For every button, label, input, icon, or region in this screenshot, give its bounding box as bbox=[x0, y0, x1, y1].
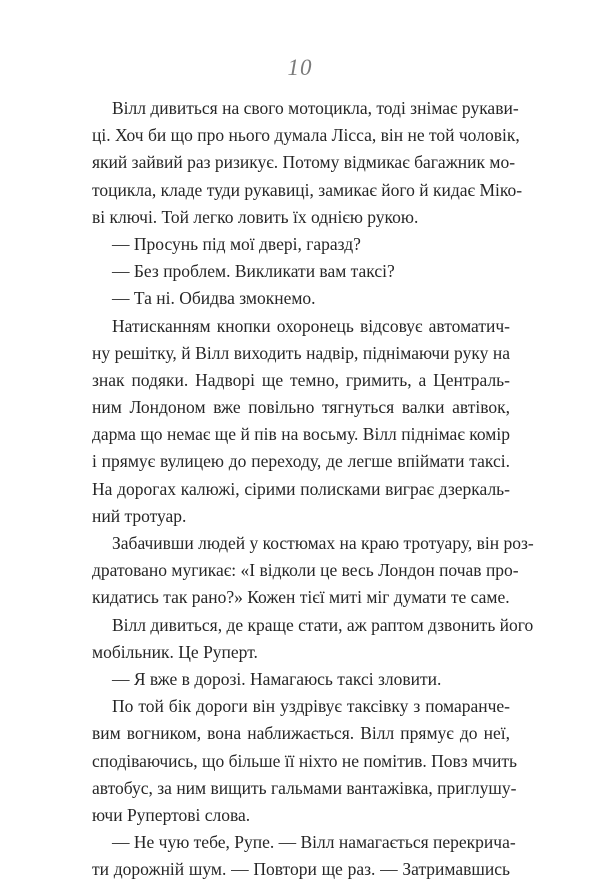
text-line: і прямує вулицею до переходу, де легше впіймати таксі. bbox=[92, 451, 510, 472]
text-line: дратовано мугикає: «І відколи це весь Лондон почав про- bbox=[92, 560, 519, 581]
text-line: мобільник. Це Руперт. bbox=[92, 641, 258, 662]
text-line: По той бік дороги він уздрівує таксівку з помаранче- bbox=[112, 696, 510, 717]
text-line: ну решітку, й Вілл виходить надвір, піднімаючи руку на bbox=[92, 342, 510, 363]
text-line: кидатись так рано?» Кожен тієї миті міг думати те саме. bbox=[92, 587, 510, 608]
body-text bbox=[92, 95, 534, 883]
text-line: ним Лондоном вже повільно тягнуться валки автівок, bbox=[92, 397, 510, 418]
text-line: Вілл дивиться на свого мотоцикла, тоді знімає рукави- bbox=[112, 98, 519, 118]
text-line: — Просунь під мої двері, гаразд? bbox=[112, 233, 361, 254]
text-line: — Я вже в дорозі. Намагаюсь таксі зловити. bbox=[112, 668, 442, 689]
text-line: — Та ні. Обидва змокнемо. bbox=[112, 288, 316, 309]
page-number: 10 bbox=[287, 55, 313, 80]
text-line: — Не чую тебе, Рупе. — Вілл намагається перекрича- bbox=[112, 832, 516, 853]
text-line: який зайвий раз ризикує. Потому відмикає багажник мо- bbox=[92, 152, 516, 173]
text-line: — Без проблем. Викликати вам таксі? bbox=[112, 261, 395, 282]
text-line: дарма що немає ще й пів на восьму. Вілл піднімає комір bbox=[92, 424, 510, 445]
text-line: ві ключі. Той легко ловить їх однією рукою. bbox=[92, 206, 419, 227]
text-line: Натисканням кнопки охоронець відсовує автоматич- bbox=[112, 315, 510, 336]
text-line: Забачивши людей у костюмах на краю тротуару, він роз- bbox=[112, 533, 534, 553]
text-line: ний тротуар. bbox=[92, 505, 187, 526]
text-line: вим вогником, вона наближається. Вілл прямує до неї, bbox=[92, 723, 510, 744]
text-line: На дорогах калюжі, сірими полисками виграє дзеркаль- bbox=[92, 478, 510, 499]
text-line: ти дорожній шум. — Повтори ще раз. — Затримавшись bbox=[92, 859, 510, 880]
text-line: ючи Рупертові слова. bbox=[92, 804, 251, 825]
text-line: сподіваючись, що більше її ніхто не помітив. Повз мчить bbox=[92, 750, 517, 771]
text-line: автобус, за ним вищить гальмами вантажівка, приглушу- bbox=[92, 777, 517, 798]
text-line: ці. Хоч би що про нього думала Лісса, він не той чоловік, bbox=[92, 125, 520, 146]
text-line: тоцикла, кладе туди рукавиці, замикає його й кидає Міко- bbox=[92, 179, 523, 200]
text-line: знак подяки. Надворі ще темно, гримить, а Централь- bbox=[92, 369, 510, 390]
text-line: Вілл дивиться, де краще стати, аж раптом дзвонить його bbox=[112, 614, 534, 635]
